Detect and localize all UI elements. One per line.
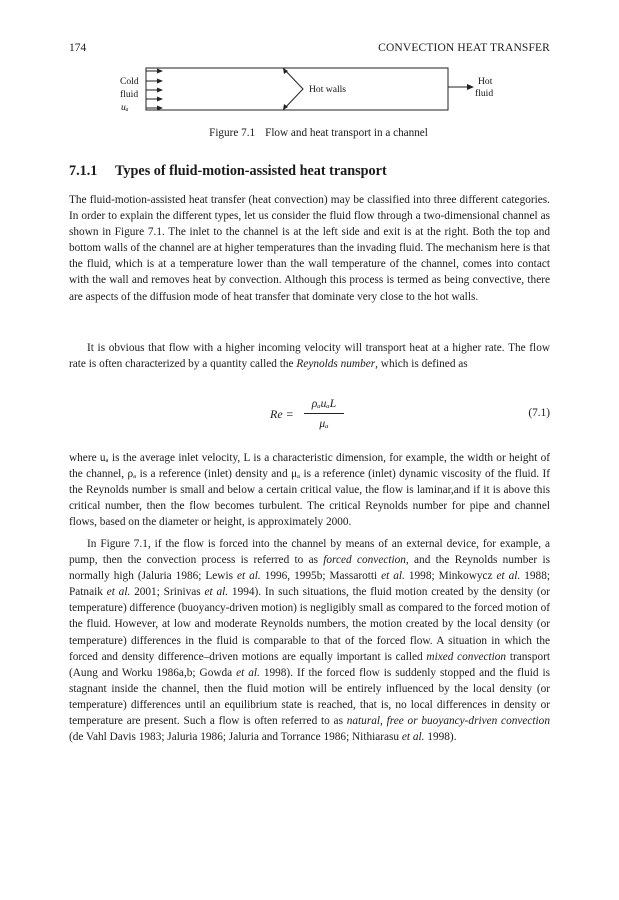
et-al: et al. <box>401 731 425 744</box>
inlet-label-fluid: fluid <box>120 89 139 100</box>
inlet-arrowhead-3 <box>157 88 163 93</box>
p4-text: 1998). <box>424 731 457 744</box>
p4-text: 2001; Srinivas <box>130 586 205 599</box>
mixed-convection-term: mixed convection <box>426 650 507 663</box>
hot-walls-leader <box>283 68 303 110</box>
running-title: CONVECTION HEAT TRANSFER <box>378 42 550 54</box>
paragraph-2 <box>69 340 550 372</box>
section-number: 7.1.1 <box>69 163 98 179</box>
outlet-label-fluid: fluid <box>475 88 494 99</box>
page-number: 174 <box>69 42 87 54</box>
et-al: et al. <box>236 570 261 583</box>
paragraph-4 <box>69 536 550 745</box>
p4-text: 1998). If the forced flow is suddenly stopped and the fluid is stagnant inside the channel, then the fluid motion will be entirely influenced by the local density (or temperature) differences until an equilibrium state is reached, that is, no local differences in density or temperature are present. Such a flow is often referred to as <box>69 666 551 728</box>
inlet-arrowhead-1 <box>157 69 163 74</box>
paragraph-3: where uₐ is the average inlet velocity, L is a characteristic dimension, for example, the width or height of the channel, ρₐ is a reference (inlet) density and μₐ is a reference (inlet) dynamic viscosity of the fluid. If the Reynolds number is small and below a certain critical value, the flow is laminar,and if it is above this critical number, then the flow becomes turbulent. The critical Reynolds number for pipe and channel flows, based on the diameter or height, is approximately 2000. <box>69 452 550 529</box>
p4-text: 1994). In such situations, the fluid motion created by the density (or temperature) difference (buoyancy-driven motion) is negligibly small as compared to the forced motion of the fluid. However, at low and moderate Reynolds numbers, the motion created by the local density (or temperature) differences in the fluid is comparable to that of the forced flow. A situation in which the forced and density difference–driven motions are equally important is called <box>69 586 551 663</box>
equation-denominator: μₐ <box>319 418 329 430</box>
p4-text: , and the Reynolds number is normally high (Jaluria 1986; Lewis <box>69 554 550 583</box>
equation-fraction <box>304 396 344 432</box>
figure-caption <box>0 126 619 140</box>
forced-convection-term: forced convection <box>323 554 406 567</box>
equation-lhs: Re = <box>270 407 294 421</box>
p4-text: 1988; Patnaik <box>69 570 550 599</box>
hot-walls-label: Hot walls <box>309 84 347 95</box>
section-heading <box>69 162 550 180</box>
p4-text: 1996, 1995b; Massarotti <box>260 570 382 583</box>
p4-text: (de Vahl Davis 1983; Jaluria 1986; Jaluria and Torrance 1986; Nithiarasu <box>69 731 402 744</box>
et-al: et al. <box>106 586 131 599</box>
caption-number: Figure 7.1 <box>209 127 256 139</box>
inlet-arrowhead-2 <box>157 79 163 84</box>
inlet-arrowhead-4 <box>157 97 163 102</box>
outlet-arrowhead <box>467 84 474 90</box>
inlet-label-cold: Cold <box>120 76 139 87</box>
caption-text: Flow and heat transport in a channel <box>265 127 428 139</box>
equation-numerator: ρₐuₐL <box>311 398 337 410</box>
equation-number: (7.1) <box>528 407 550 419</box>
fraction-bar <box>304 413 344 414</box>
paragraph-2-tail: , which is defined as <box>375 358 468 371</box>
channel-outline <box>146 68 448 110</box>
natural-convection-term: natural, free or buoyancy-driven convection <box>346 715 550 728</box>
et-al: et al. <box>381 570 405 583</box>
et-al: et al. <box>236 666 260 679</box>
p4-text: transport (Aung and Worku 1986a,b; Gowda <box>69 650 550 679</box>
outlet-label-hot: Hot <box>478 76 493 87</box>
inlet-velocity-label: uₐ <box>121 102 129 113</box>
et-al: et al. <box>204 586 229 599</box>
et-al: et al. <box>496 570 521 583</box>
p4-text: In Figure 7.1, if the flow is forced into the channel by means of an external device, for example, a pump, then the convection process is referred to as <box>69 538 550 567</box>
paragraph-1: The fluid-motion-assisted heat transfer (heat convection) may be classified into three different categories. In order to explain the different types, let us consider the fluid flow through a two-dimensional channel as shown in Figure 7.1. The inlet to the channel is at the left side and exit is at the right. Both the top and bottom walls of the channel are at higher temperatures than the invading fluid. The mechanism here is that the fluid, which is at a temperature lower than the wall temperature of the channel, comes into contact with the wall and removes heat by convection. Although this process is termed as being convective, there are aspects of the diffusion mode of heat transfer that dominate very close to the hot walls. <box>69 194 551 303</box>
running-head <box>69 40 550 56</box>
reynolds-number-term: Reynolds number <box>296 358 376 371</box>
section-title: Types of fluid-motion-assisted heat transport <box>115 163 387 179</box>
p4-text: 1998; Minkowycz <box>404 570 497 583</box>
equation-7-1 <box>69 392 550 438</box>
paragraph-2-text: It is obvious that flow with a higher incoming velocity will transport heat at a higher rate. The flow rate is often characterized by a quantity called the <box>69 342 550 371</box>
